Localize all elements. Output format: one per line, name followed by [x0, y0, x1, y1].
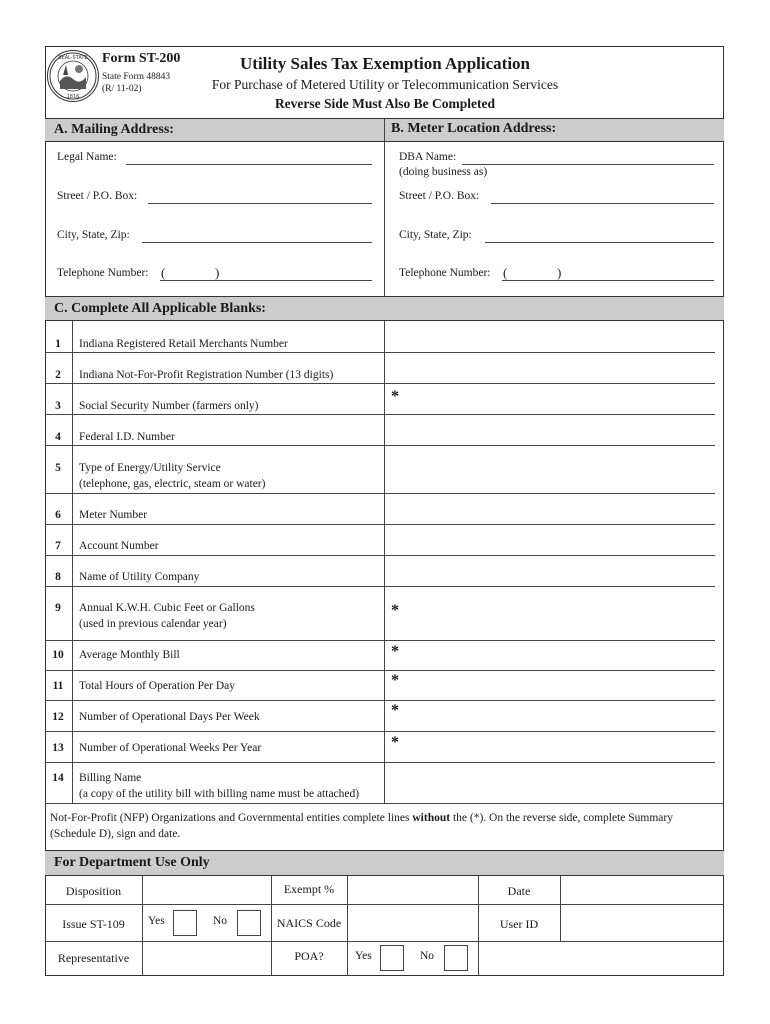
item-number: 2 — [55, 369, 61, 381]
b-telephone-label: Telephone Number: — [399, 267, 491, 279]
federal-id-field[interactable] — [386, 415, 714, 445]
item-label: Indiana Not-For-Profit Registration Number (13 digits) — [79, 369, 334, 381]
item-number: 13 — [52, 742, 64, 754]
meter-number-field[interactable] — [386, 494, 714, 524]
item-label: Type of Energy/Utility Service — [79, 462, 221, 474]
item-label: Name of Utility Company — [79, 571, 200, 583]
dba-name-label: DBA Name: — [399, 151, 457, 163]
user-id-label: User ID — [499, 917, 539, 931]
asterisk-marker: * — [391, 672, 399, 689]
date-field[interactable] — [561, 877, 723, 904]
b-street-label: Street / P.O. Box: — [399, 190, 480, 202]
nfp-note-line2: (Schedule D), sign and date. — [50, 828, 181, 840]
state-form-number: State Form 48843 — [102, 72, 171, 82]
item-label: Indiana Registered Retail Merchants Number — [79, 338, 288, 350]
item-label: Number of Operational Days Per Week — [79, 711, 260, 723]
b-area-code-close: ) — [557, 265, 562, 280]
nfp-note — [50, 812, 673, 824]
b-city-field[interactable] — [485, 242, 714, 243]
a-area-code-close: ) — [215, 265, 220, 280]
section-c-title: C. Complete All Applicable Blanks: — [54, 301, 266, 316]
item-number: 1 — [55, 338, 61, 350]
item-label: Average Monthly Bill — [79, 649, 180, 661]
item-label: Total Hours of Operation Per Day — [79, 680, 236, 692]
form-revision: (R/ 11-02) — [102, 84, 142, 94]
reverse-side-notice: Reverse Side Must Also Be Completed — [274, 96, 496, 111]
a-street-field[interactable] — [148, 203, 372, 204]
a-telephone-label: Telephone Number: — [57, 267, 149, 279]
item-number: 7 — [55, 540, 61, 552]
poa-no-label: No — [420, 950, 435, 962]
a-telephone-field[interactable] — [160, 280, 372, 281]
average-monthly-bill-field[interactable] — [386, 641, 714, 670]
issue-st109-label: Issue ST-109 — [62, 917, 125, 931]
form-id: Form ST-200 — [102, 51, 181, 66]
item-number: 6 — [55, 509, 61, 521]
section-b-title: B. Meter Location Address: — [391, 121, 557, 136]
item-number: 12 — [52, 711, 64, 723]
naics-code-field[interactable] — [348, 905, 478, 941]
item-label: Federal I.D. Number — [79, 431, 175, 443]
b-city-label: City, State, Zip: — [399, 229, 472, 241]
b-street-field[interactable] — [491, 203, 714, 204]
item-label: Social Security Number (farmers only) — [79, 400, 259, 412]
item-number: 8 — [55, 571, 61, 583]
annual-usage-field[interactable] — [386, 587, 714, 640]
item-number: 10 — [52, 649, 64, 661]
item-number: 3 — [55, 400, 61, 412]
issue-yes-label: Yes — [148, 915, 165, 927]
row-line — [45, 803, 724, 804]
legal-name-label: Legal Name: — [57, 151, 117, 163]
form-title: Utility Sales Tax Exemption Application — [240, 54, 530, 73]
utility-service-type-field[interactable] — [386, 446, 714, 493]
section-a-title: A. Mailing Address: — [54, 122, 174, 137]
representative-label: Representative — [57, 951, 130, 965]
dba-name-field[interactable] — [462, 164, 714, 165]
issue-no-label: No — [213, 915, 228, 927]
item-number: 11 — [52, 680, 64, 692]
item-number: 4 — [55, 431, 61, 443]
issue-no-checkbox[interactable] — [237, 910, 261, 936]
representative-field[interactable] — [143, 942, 271, 975]
nfp-note-text: the (*). On the reverse side, complete Summary — [450, 812, 673, 824]
a-city-field[interactable] — [142, 242, 372, 243]
item-number: 14 — [52, 772, 64, 784]
state-seal-icon — [47, 50, 99, 102]
asterisk-marker: * — [391, 643, 399, 660]
form-subtitle: For Purchase of Metered Utility or Telecommunication Services — [211, 77, 559, 92]
item-number: 9 — [55, 602, 61, 614]
asterisk-marker: * — [391, 602, 399, 619]
exempt-percent-label: Exempt % — [283, 882, 335, 896]
item-sublabel: (telephone, gas, electric, steam or water) — [79, 478, 266, 490]
disposition-field[interactable] — [143, 877, 271, 904]
a-city-label: City, State, Zip: — [57, 229, 130, 241]
item-sublabel: (a copy of the utility bill with billing name must be attached) — [79, 788, 360, 800]
department-use-header — [45, 850, 724, 876]
weeks-per-year-field[interactable] — [386, 732, 714, 762]
item-sublabel: (used in previous calendar year) — [79, 618, 227, 630]
billing-name-field[interactable] — [386, 763, 714, 803]
svg-text:1816: 1816 — [66, 94, 80, 100]
b-area-code-open: ( — [503, 265, 508, 280]
naics-code-label: NAICS Code — [276, 916, 342, 930]
ab-divider — [384, 118, 385, 296]
exempt-percent-field[interactable] — [348, 877, 478, 904]
item-label: Billing Name — [79, 772, 142, 784]
asterisk-marker: * — [391, 702, 399, 719]
nfp-registration-field[interactable] — [386, 353, 714, 383]
item-label: Annual K.W.H. Cubic Feet or Gallons — [79, 602, 255, 614]
date-label: Date — [507, 884, 531, 898]
retail-merchant-number-field[interactable] — [386, 322, 714, 352]
disposition-label: Disposition — [65, 884, 122, 898]
issue-yes-checkbox[interactable] — [173, 910, 197, 936]
a-street-label: Street / P.O. Box: — [57, 190, 138, 202]
item-label: Meter Number — [79, 509, 148, 521]
asterisk-marker: * — [391, 734, 399, 751]
asterisk-marker: * — [391, 388, 399, 405]
poa-yes-label: Yes — [355, 950, 372, 962]
dba-note: (doing business as) — [399, 166, 488, 178]
poa-label: POA? — [294, 949, 324, 963]
section-c-header — [45, 296, 724, 321]
legal-name-field[interactable] — [126, 164, 372, 165]
item-label: Account Number — [79, 540, 159, 552]
user-id-field[interactable] — [561, 905, 723, 941]
days-per-week-field[interactable] — [386, 701, 714, 731]
item-number: 5 — [55, 462, 61, 474]
b-telephone-field[interactable] — [502, 280, 714, 281]
item-label: Number of Operational Weeks Per Year — [79, 742, 262, 754]
account-number-field[interactable] — [386, 525, 714, 555]
nfp-note-emphasis: without — [412, 812, 451, 824]
ssn-field[interactable] — [386, 384, 714, 414]
hours-per-day-field[interactable] — [386, 671, 714, 700]
department-use-title: For Department Use Only — [54, 855, 210, 870]
poa-yes-checkbox[interactable] — [380, 945, 404, 971]
nfp-note-text: Not-For-Profit (NFP) Organizations and Governmental entities complete lines — [50, 812, 413, 824]
svg-text:SEAL·STATE: SEAL·STATE — [58, 55, 88, 61]
utility-company-field[interactable] — [386, 556, 714, 586]
a-area-code-open: ( — [161, 265, 166, 280]
poa-no-checkbox[interactable] — [444, 945, 468, 971]
